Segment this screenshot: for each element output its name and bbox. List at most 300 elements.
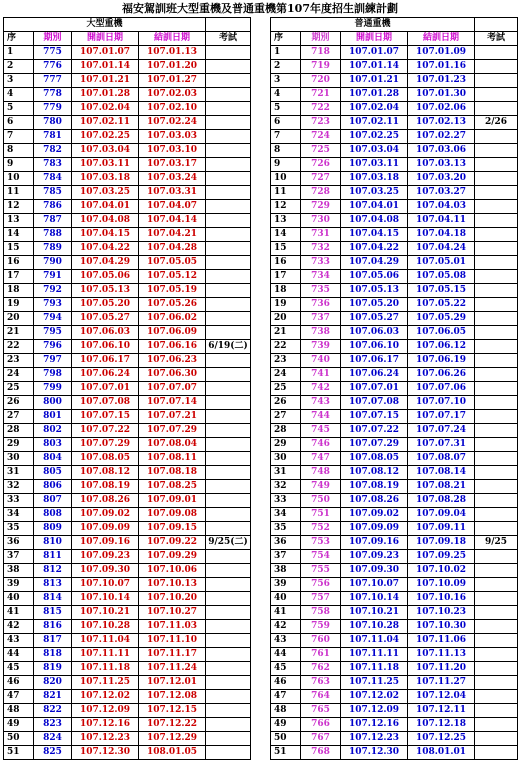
- table-row: [271, 396, 518, 410]
- table-row: [4, 298, 251, 312]
- table-row: [4, 494, 251, 508]
- row-start-date: 107.12.16: [72, 718, 139, 732]
- row-start-date: 107.09.23: [341, 550, 408, 564]
- row-seq: 30: [271, 452, 301, 466]
- row-end-date: 107.10.30: [408, 620, 475, 634]
- row-exam: [206, 508, 251, 522]
- row-term: 812: [34, 564, 72, 578]
- row-start-date: 107.07.29: [72, 438, 139, 452]
- row-seq: 29: [271, 438, 301, 452]
- table-row: [271, 74, 518, 88]
- row-term: 758: [301, 606, 341, 620]
- row-end-date: 107.01.30: [408, 88, 475, 102]
- table-heading: 大型重機: [4, 18, 206, 32]
- row-start-date: 107.08.05: [341, 452, 408, 466]
- table-row: [271, 410, 518, 424]
- row-seq: 41: [4, 606, 34, 620]
- row-seq: 11: [4, 186, 34, 200]
- row-end-date: 107.03.13: [408, 158, 475, 172]
- row-start-date: 107.07.01: [72, 382, 139, 396]
- row-seq: 21: [4, 326, 34, 340]
- row-term: 753: [301, 536, 341, 550]
- row-seq: 21: [271, 326, 301, 340]
- row-end-date: 107.12.01: [139, 676, 206, 690]
- row-start-date: 107.01.21: [341, 74, 408, 88]
- row-term: 727: [301, 172, 341, 186]
- row-end-date: 107.12.29: [139, 732, 206, 746]
- row-start-date: 107.11.18: [341, 662, 408, 676]
- row-exam: 2/26: [475, 116, 518, 130]
- row-start-date: 107.07.22: [72, 424, 139, 438]
- row-exam: [475, 340, 518, 354]
- table-row: [4, 242, 251, 256]
- row-seq: 18: [271, 284, 301, 298]
- row-exam: [475, 690, 518, 704]
- table-row: [271, 172, 518, 186]
- row-end-date: 107.10.20: [139, 592, 206, 606]
- row-seq: 30: [4, 452, 34, 466]
- row-start-date: 107.01.28: [72, 88, 139, 102]
- row-term: 746: [301, 438, 341, 452]
- row-end-date: 107.07.07: [139, 382, 206, 396]
- row-start-date: 107.11.11: [341, 648, 408, 662]
- page-title: 福安駕訓班大型重機及普通重機第107年度招生訓練計劃: [122, 2, 398, 15]
- table-row: [271, 326, 518, 340]
- row-end-date: 107.02.10: [139, 102, 206, 116]
- row-term: 748: [301, 466, 341, 480]
- row-exam: [475, 88, 518, 102]
- row-seq: 36: [271, 536, 301, 550]
- row-exam: [206, 704, 251, 718]
- row-seq: 32: [271, 480, 301, 494]
- row-start-date: 107.09.16: [72, 536, 139, 550]
- row-seq: 8: [4, 144, 34, 158]
- row-end-date: 107.07.24: [408, 424, 475, 438]
- row-seq: 47: [4, 690, 34, 704]
- row-start-date: 107.11.25: [72, 676, 139, 690]
- row-exam: [206, 634, 251, 648]
- row-term: 777: [34, 74, 72, 88]
- row-exam: [206, 144, 251, 158]
- table-row: [271, 578, 518, 592]
- row-seq: 7: [4, 130, 34, 144]
- row-seq: 51: [271, 746, 301, 760]
- row-term: 792: [34, 284, 72, 298]
- row-term: 808: [34, 508, 72, 522]
- table-row: [4, 466, 251, 480]
- row-exam: [206, 550, 251, 564]
- table-row: [4, 564, 251, 578]
- row-end-date: 107.01.27: [139, 74, 206, 88]
- row-start-date: 107.03.18: [72, 172, 139, 186]
- row-end-date: 107.04.28: [139, 242, 206, 256]
- row-term: 783: [34, 158, 72, 172]
- row-term: 766: [301, 718, 341, 732]
- row-end-date: 107.11.06: [408, 634, 475, 648]
- row-start-date: 107.10.07: [72, 578, 139, 592]
- row-start-date: 107.09.30: [72, 564, 139, 578]
- row-start-date: 107.10.28: [72, 620, 139, 634]
- table-row: [271, 564, 518, 578]
- row-start-date: 107.01.07: [341, 46, 408, 60]
- row-end-date: 107.05.15: [408, 284, 475, 298]
- row-start-date: 107.07.15: [72, 410, 139, 424]
- row-seq: 45: [271, 662, 301, 676]
- row-seq: 27: [4, 410, 34, 424]
- row-start-date: 107.07.29: [341, 438, 408, 452]
- row-start-date: 107.08.12: [341, 466, 408, 480]
- row-term: 730: [301, 214, 341, 228]
- row-seq: 38: [271, 564, 301, 578]
- row-end-date: 107.06.23: [139, 354, 206, 368]
- row-start-date: 107.03.04: [341, 144, 408, 158]
- table-row: [271, 648, 518, 662]
- row-end-date: 107.08.07: [408, 452, 475, 466]
- row-exam: [206, 326, 251, 340]
- row-term: 822: [34, 704, 72, 718]
- row-exam: 9/25(二): [206, 536, 251, 550]
- row-seq: 51: [4, 746, 34, 760]
- table-row: [4, 704, 251, 718]
- row-seq: 18: [4, 284, 34, 298]
- table-row: [271, 214, 518, 228]
- row-start-date: 107.03.25: [341, 186, 408, 200]
- row-exam: [206, 438, 251, 452]
- row-term: 801: [34, 410, 72, 424]
- table-row: [4, 158, 251, 172]
- row-end-date: 107.02.03: [139, 88, 206, 102]
- table-row: [271, 200, 518, 214]
- table-row: [271, 508, 518, 522]
- row-seq: 25: [4, 382, 34, 396]
- row-seq: 35: [271, 522, 301, 536]
- row-seq: 10: [4, 172, 34, 186]
- row-seq: 38: [4, 564, 34, 578]
- row-end-date: 107.08.04: [139, 438, 206, 452]
- row-end-date: 107.06.12: [408, 340, 475, 354]
- row-exam: [206, 186, 251, 200]
- row-exam: [475, 270, 518, 284]
- row-exam: [475, 704, 518, 718]
- row-start-date: 107.03.11: [341, 158, 408, 172]
- header-seq: 序: [4, 32, 34, 46]
- row-exam: [475, 298, 518, 312]
- row-exam: [475, 466, 518, 480]
- row-seq: 43: [4, 634, 34, 648]
- table-row: [4, 536, 251, 550]
- row-seq: 49: [4, 718, 34, 732]
- header-seq: 序: [271, 32, 301, 46]
- row-exam: [475, 662, 518, 676]
- table-heading-blank: [475, 18, 518, 32]
- row-end-date: 107.02.13: [408, 116, 475, 130]
- table-row: [271, 298, 518, 312]
- table-row: [4, 452, 251, 466]
- row-term: 743: [301, 396, 341, 410]
- row-start-date: 107.08.12: [72, 466, 139, 480]
- table-row: [4, 746, 251, 760]
- row-exam: [206, 466, 251, 480]
- row-start-date: 107.09.02: [72, 508, 139, 522]
- row-exam: [475, 200, 518, 214]
- header-end-date: 結訓日期: [139, 32, 206, 46]
- row-term: 735: [301, 284, 341, 298]
- row-term: 809: [34, 522, 72, 536]
- row-term: 740: [301, 354, 341, 368]
- table-row: [271, 270, 518, 284]
- row-start-date: 107.07.01: [341, 382, 408, 396]
- table-row: [4, 522, 251, 536]
- row-exam: [475, 732, 518, 746]
- row-seq: 48: [4, 704, 34, 718]
- row-exam: [206, 494, 251, 508]
- header-start-date: 開訓日期: [341, 32, 408, 46]
- row-start-date: 107.10.07: [341, 578, 408, 592]
- header-exam: 考試: [206, 32, 251, 46]
- row-end-date: 107.05.22: [408, 298, 475, 312]
- table-row: [271, 242, 518, 256]
- row-exam: [475, 746, 518, 760]
- row-start-date: 107.05.20: [341, 298, 408, 312]
- row-seq: 24: [271, 368, 301, 382]
- table-row: [4, 606, 251, 620]
- row-start-date: 107.09.30: [341, 564, 408, 578]
- row-exam: [475, 102, 518, 116]
- row-end-date: 107.09.25: [408, 550, 475, 564]
- row-exam: [475, 74, 518, 88]
- row-exam: [475, 718, 518, 732]
- row-end-date: 107.11.03: [139, 620, 206, 634]
- row-end-date: 107.10.13: [139, 578, 206, 592]
- row-end-date: 108.01.01: [408, 746, 475, 760]
- table-row: [4, 718, 251, 732]
- row-end-date: 107.04.21: [139, 228, 206, 242]
- row-term: 775: [34, 46, 72, 60]
- row-end-date: 107.12.25: [408, 732, 475, 746]
- row-term: 767: [301, 732, 341, 746]
- row-start-date: 107.10.14: [341, 592, 408, 606]
- table-row: [271, 158, 518, 172]
- row-exam: [475, 214, 518, 228]
- row-exam: [475, 60, 518, 74]
- row-term: 754: [301, 550, 341, 564]
- row-seq: 22: [4, 340, 34, 354]
- table-row: [271, 438, 518, 452]
- row-end-date: 107.08.25: [139, 480, 206, 494]
- row-start-date: 107.12.02: [72, 690, 139, 704]
- row-exam: [475, 424, 518, 438]
- table-row: [4, 228, 251, 242]
- table-row: [271, 732, 518, 746]
- row-seq: 8: [271, 144, 301, 158]
- row-seq: 4: [271, 88, 301, 102]
- row-start-date: 107.06.17: [341, 354, 408, 368]
- row-exam: [206, 74, 251, 88]
- row-start-date: 107.04.22: [341, 242, 408, 256]
- row-seq: 50: [4, 732, 34, 746]
- row-term: 791: [34, 270, 72, 284]
- row-start-date: 107.03.11: [72, 158, 139, 172]
- row-start-date: 107.12.30: [72, 746, 139, 760]
- row-end-date: 107.03.20: [408, 172, 475, 186]
- table-row: [4, 60, 251, 74]
- row-exam: [206, 564, 251, 578]
- row-end-date: 107.12.18: [408, 718, 475, 732]
- row-start-date: 107.04.01: [341, 200, 408, 214]
- row-exam: [206, 452, 251, 466]
- row-term: 722: [301, 102, 341, 116]
- table-row: [4, 648, 251, 662]
- table-row: [4, 662, 251, 676]
- row-term: 782: [34, 144, 72, 158]
- row-end-date: 107.01.09: [408, 46, 475, 60]
- table-row: [4, 424, 251, 438]
- row-seq: 29: [4, 438, 34, 452]
- row-seq: 4: [4, 88, 34, 102]
- row-seq: 40: [271, 592, 301, 606]
- table-row: [4, 130, 251, 144]
- row-end-date: 107.06.16: [139, 340, 206, 354]
- row-term: 810: [34, 536, 72, 550]
- row-seq: 46: [4, 676, 34, 690]
- row-seq: 28: [271, 424, 301, 438]
- row-term: 741: [301, 368, 341, 382]
- row-end-date: 107.05.08: [408, 270, 475, 284]
- row-exam: [475, 578, 518, 592]
- row-term: 789: [34, 242, 72, 256]
- row-exam: [475, 438, 518, 452]
- row-end-date: 107.08.28: [408, 494, 475, 508]
- row-term: 755: [301, 564, 341, 578]
- row-end-date: 107.04.03: [408, 200, 475, 214]
- table-row: [271, 452, 518, 466]
- row-start-date: 107.10.21: [341, 606, 408, 620]
- row-start-date: 107.07.08: [72, 396, 139, 410]
- row-term: 761: [301, 648, 341, 662]
- row-exam: [206, 480, 251, 494]
- row-term: 796: [34, 340, 72, 354]
- table-row: [271, 424, 518, 438]
- row-start-date: 107.01.21: [72, 74, 139, 88]
- row-end-date: 107.12.15: [139, 704, 206, 718]
- row-term: 797: [34, 354, 72, 368]
- row-exam: [206, 410, 251, 424]
- row-exam: [475, 368, 518, 382]
- row-seq: 13: [271, 214, 301, 228]
- row-term: 794: [34, 312, 72, 326]
- row-start-date: 107.01.14: [341, 60, 408, 74]
- schedule-tables: [0, 17, 520, 757]
- row-term: 819: [34, 662, 72, 676]
- row-exam: [206, 46, 251, 60]
- row-seq: 47: [271, 690, 301, 704]
- row-end-date: 107.08.14: [408, 466, 475, 480]
- row-start-date: 107.05.20: [72, 298, 139, 312]
- table-row: [4, 88, 251, 102]
- row-start-date: 107.07.15: [341, 410, 408, 424]
- row-exam: [206, 242, 251, 256]
- row-exam: [206, 228, 251, 242]
- table-row: [4, 396, 251, 410]
- row-end-date: 107.11.10: [139, 634, 206, 648]
- row-start-date: 107.03.25: [72, 186, 139, 200]
- row-end-date: 107.03.31: [139, 186, 206, 200]
- row-seq: 2: [4, 60, 34, 74]
- row-seq: 44: [271, 648, 301, 662]
- row-end-date: 107.09.18: [408, 536, 475, 550]
- table-row: [271, 102, 518, 116]
- row-end-date: 107.11.24: [139, 662, 206, 676]
- row-start-date: 107.12.23: [72, 732, 139, 746]
- row-start-date: 107.06.17: [72, 354, 139, 368]
- table-row: [271, 144, 518, 158]
- row-start-date: 107.01.28: [341, 88, 408, 102]
- row-term: 823: [34, 718, 72, 732]
- row-term: 807: [34, 494, 72, 508]
- row-term: 756: [301, 578, 341, 592]
- row-start-date: 107.04.29: [72, 256, 139, 270]
- row-end-date: 107.12.04: [408, 690, 475, 704]
- table-row: [271, 704, 518, 718]
- row-exam: [475, 410, 518, 424]
- row-term: 787: [34, 214, 72, 228]
- table-row: [4, 270, 251, 284]
- row-end-date: 107.03.06: [408, 144, 475, 158]
- row-end-date: 107.03.24: [139, 172, 206, 186]
- row-term: 768: [301, 746, 341, 760]
- row-end-date: 107.10.02: [408, 564, 475, 578]
- row-end-date: 107.06.26: [408, 368, 475, 382]
- table-row: [271, 130, 518, 144]
- row-start-date: 107.10.14: [72, 592, 139, 606]
- row-term: 738: [301, 326, 341, 340]
- row-term: 816: [34, 620, 72, 634]
- row-term: 752: [301, 522, 341, 536]
- row-end-date: 107.09.01: [139, 494, 206, 508]
- table-row: [271, 466, 518, 480]
- row-start-date: 107.12.30: [341, 746, 408, 760]
- row-exam: [206, 284, 251, 298]
- table-row: [4, 74, 251, 88]
- row-term: 759: [301, 620, 341, 634]
- row-term: 763: [301, 676, 341, 690]
- row-exam: [475, 242, 518, 256]
- table-row: [271, 60, 518, 74]
- row-term: 731: [301, 228, 341, 242]
- row-seq: 48: [271, 704, 301, 718]
- table-row: [271, 550, 518, 564]
- row-seq: 6: [271, 116, 301, 130]
- row-start-date: 107.07.08: [341, 396, 408, 410]
- row-seq: 12: [4, 200, 34, 214]
- row-term: 765: [301, 704, 341, 718]
- row-seq: 12: [271, 200, 301, 214]
- row-end-date: 107.11.17: [139, 648, 206, 662]
- row-seq: 23: [271, 354, 301, 368]
- table-row: [271, 284, 518, 298]
- table-row: [4, 312, 251, 326]
- row-seq: 16: [271, 256, 301, 270]
- row-term: 813: [34, 578, 72, 592]
- table-row: [271, 522, 518, 536]
- row-exam: [475, 606, 518, 620]
- row-seq: 32: [4, 480, 34, 494]
- row-exam: [206, 676, 251, 690]
- table-row: [4, 256, 251, 270]
- row-term: 719: [301, 60, 341, 74]
- row-end-date: 107.08.11: [139, 452, 206, 466]
- row-end-date: 107.03.03: [139, 130, 206, 144]
